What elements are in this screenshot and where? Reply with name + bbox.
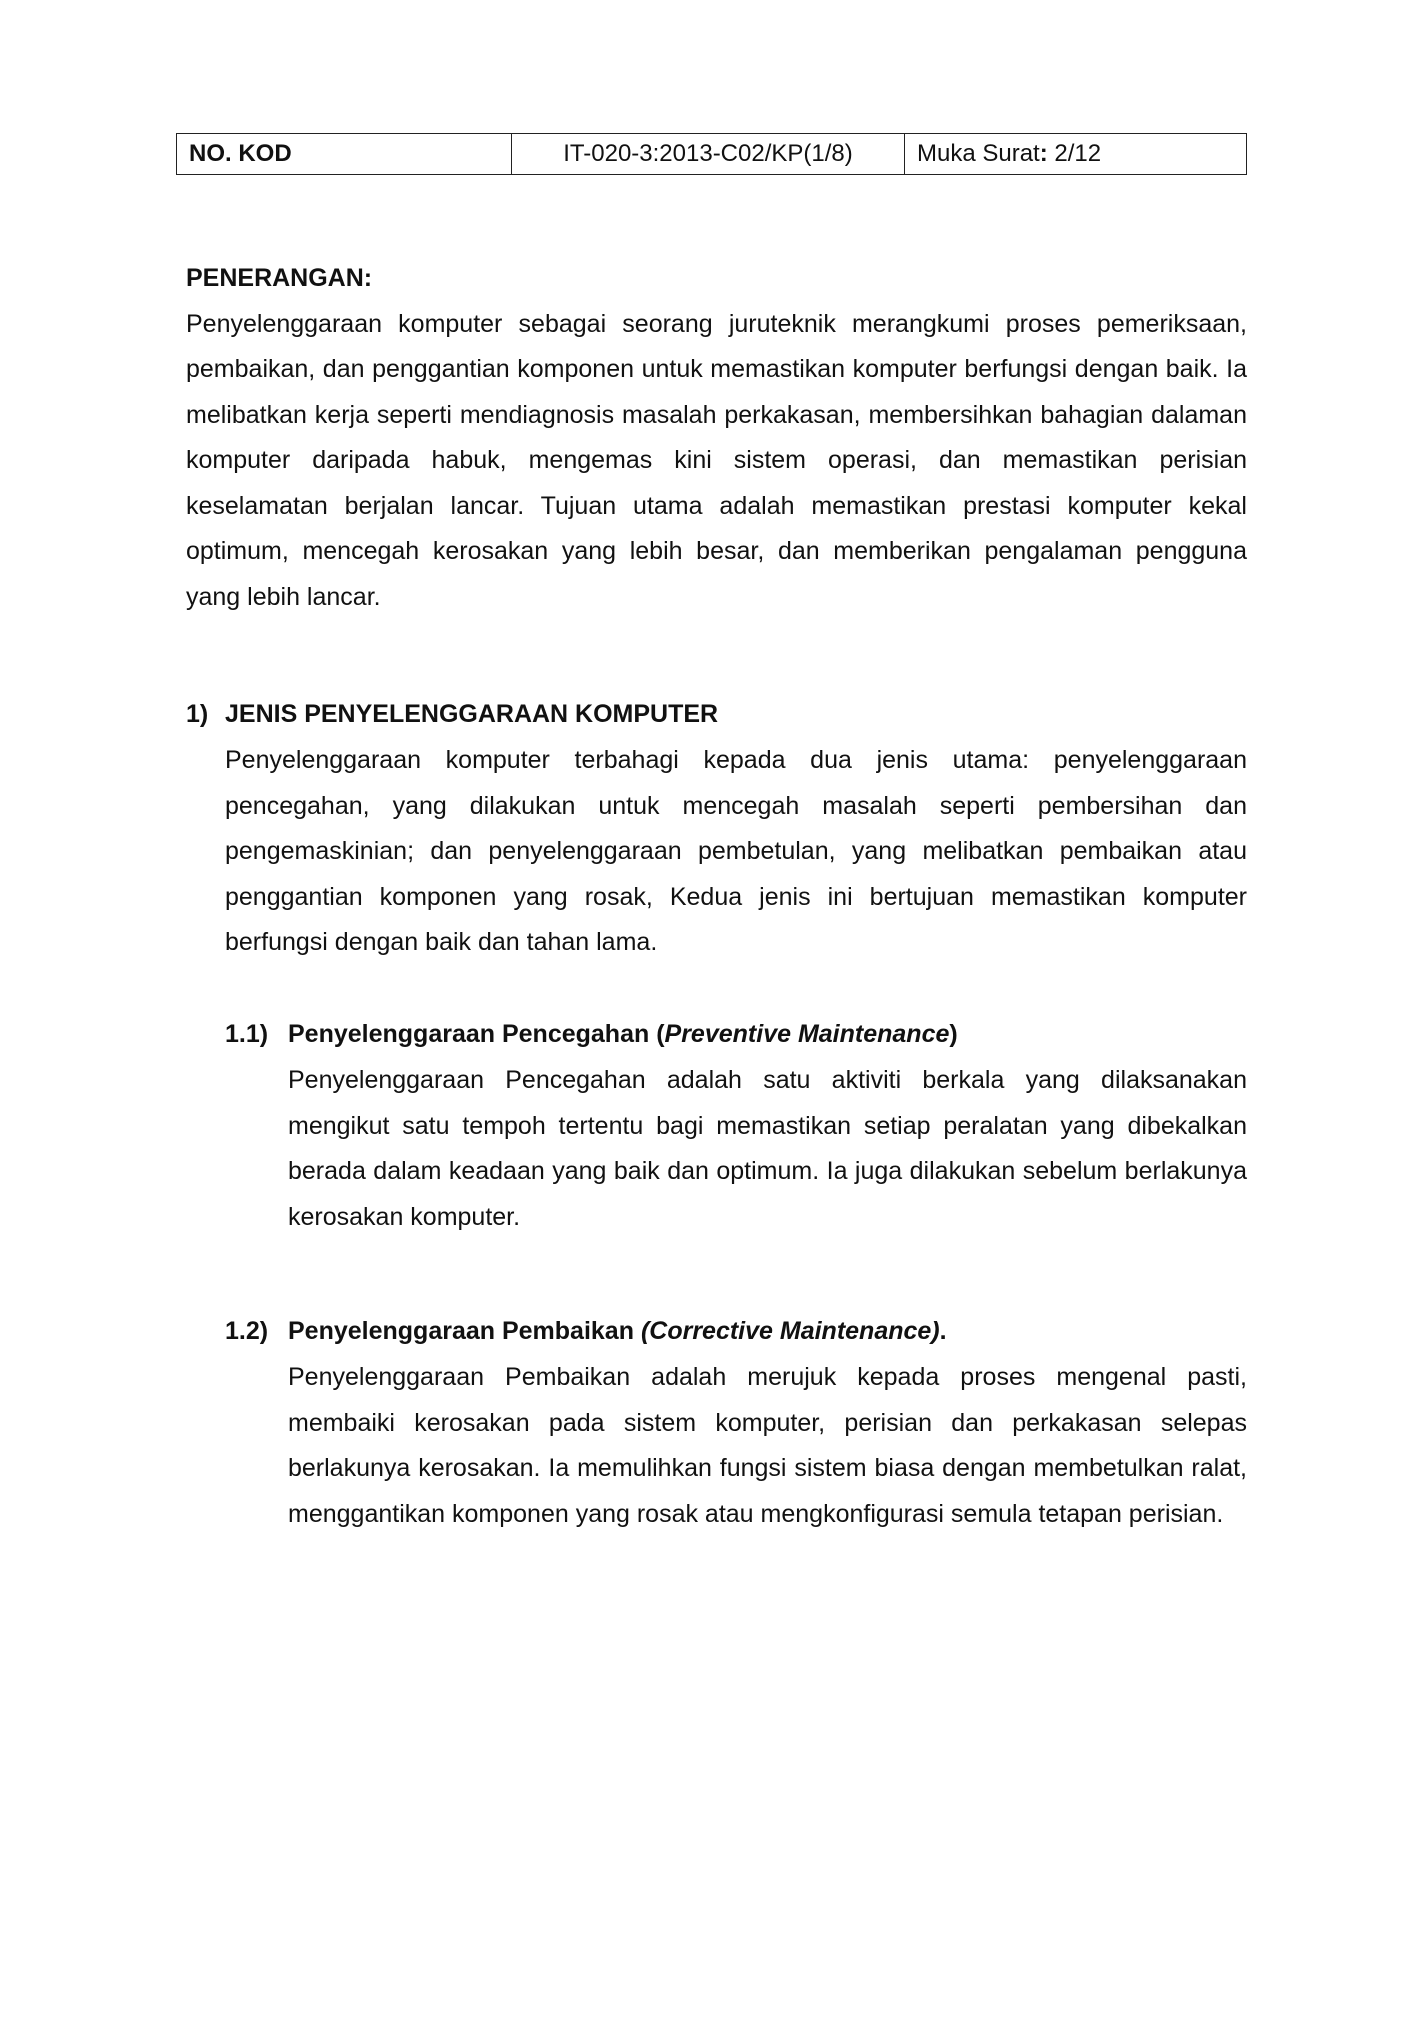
page-info (905, 134, 1247, 175)
page-number: 2/12 (1047, 140, 1102, 167)
section-1-heading (186, 692, 1247, 738)
subsection-1-2-number: 1.2) (225, 1317, 269, 1345)
subsection-1-2-title-prefix: Penyelenggaraan Pembaikan (288, 1317, 641, 1345)
subsection-1-1-title-prefix: Penyelenggaraan Pencegahan ( (288, 1020, 665, 1048)
subsection-1-2-title-suffix: . (939, 1317, 947, 1345)
section-1-number: 1) (186, 700, 209, 728)
subsection-1-1-title-italic: Preventive Maintenance (664, 1020, 950, 1048)
section-1-title: JENIS PENYELENGGARAAN KOMPUTER (225, 700, 719, 728)
document-code-header (176, 133, 1247, 175)
subsection-1-2-heading (225, 1309, 1247, 1355)
page-label: Muka Surat (917, 140, 1040, 167)
page-colon: : (1039, 140, 1048, 167)
subsection-1-1-paragraph: Penyelenggaraan Pencegahan adalah satu aktiviti berkala yang dilaksanakan mengikut satu tempoh tertentu bagi memastikan setiap peralatan yang dibekalkan berada dalam keadaan yang baik dan optimum. Ia juga dilakukan sebelum berlakunya kerosakan komputer. (288, 1066, 1247, 1231)
subsection-1-2-title-italic: (Corrective Maintenance) (640, 1317, 940, 1345)
intro-paragraph: Penyelenggaraan komputer sebagai seorang juruteknik merangkumi proses pemeriksaan, pembaikan, dan penggantian komponen untuk memastikan komputer berfungsi dengan baik. Ia melibatkan kerja seperti mendiagnosis masalah perkakasan, membersihkan bahagian dalaman komputer daripada habuk, mengemas kini sistem operasi, dan memastikan perisian keselamatan berjalan lancar. Tujuan utama adalah memastikan prestasi komputer kekal optimum, mencegah kerosakan yang lebih besar, dan memberikan pengalaman pengguna yang lebih lancar. (186, 309, 1247, 611)
subsection-1-2-paragraph: Penyelenggaraan Pembaikan adalah merujuk kepada proses mengenal pasti, membaiki kerosakan pada sistem komputer, perisian dan perkakasan selepas berlakunya kerosakan. Ia memulihkan fungsi sistem biasa dengan membetulkan ralat, menggantikan komponen yang rosak atau mengkonfigurasi semula tetapan perisian. (288, 1363, 1247, 1528)
section-1-body (225, 738, 1247, 966)
subsection-1-1-heading (225, 1012, 1247, 1058)
code-label: NO. KOD (177, 134, 512, 175)
intro-section (186, 256, 1247, 620)
subsection-1-2-body (288, 1355, 1247, 1537)
subsection-1-1-number: 1.1) (225, 1020, 269, 1048)
section-1-paragraph: Penyelenggaraan komputer terbahagi kepada dua jenis utama: penyelenggaraan pencegahan, yang dilakukan untuk mencegah masalah seperti pembersihan dan pengemaskinian; dan penyelenggaraan pembetulan, yang melibatkan pembaikan atau penggantian komponen yang rosak, Kedua jenis ini bertujuan memastikan komputer berfungsi dengan baik dan tahan lama. (225, 746, 1247, 956)
subsection-1-1-title-suffix: ) (949, 1020, 958, 1048)
code-value: IT-020-3:2013-C02/KP(1/8) (512, 134, 905, 175)
intro-heading: PENERANGAN: (186, 264, 373, 292)
subsection-1-1-body (288, 1058, 1247, 1240)
